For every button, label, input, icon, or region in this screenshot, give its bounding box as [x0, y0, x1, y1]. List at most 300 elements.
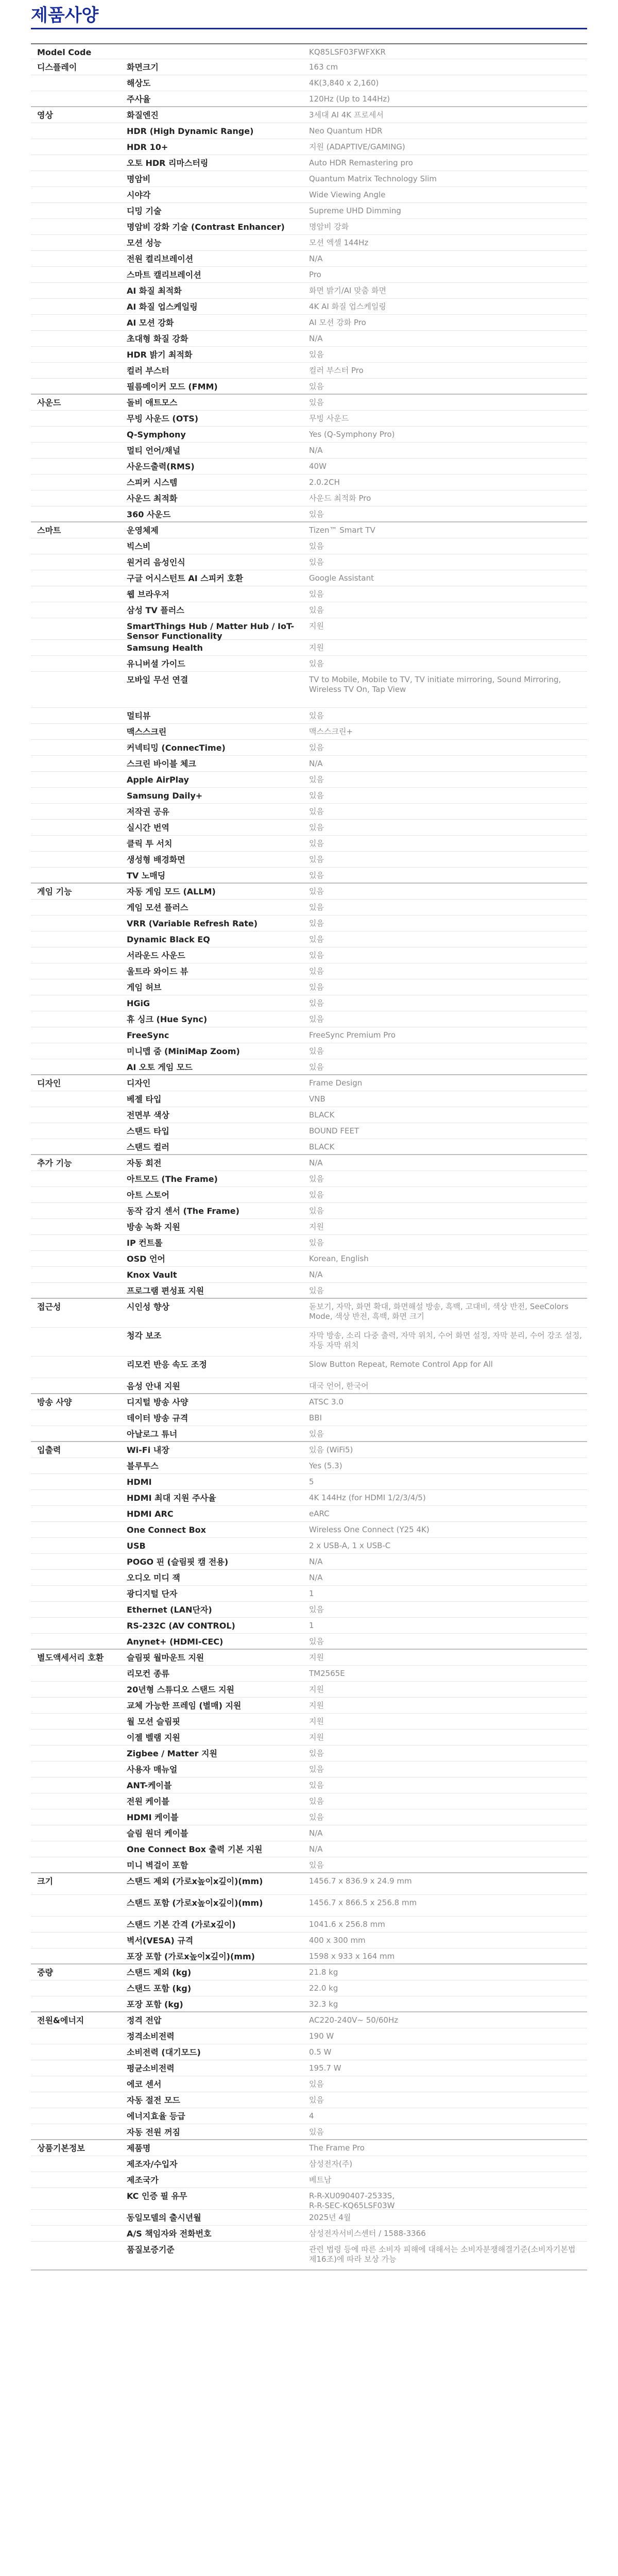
- spec-row: [31, 1602, 587, 1618]
- spec-row: [31, 1698, 587, 1714]
- spec-category: [31, 995, 127, 1011]
- spec-value: 있음: [309, 1637, 324, 1646]
- spec-label: 교체 가능한 프레임 (별매) 지원: [127, 1701, 242, 1710]
- spec-label: 모바일 무선 연결: [127, 675, 188, 685]
- spec-category: [31, 299, 127, 314]
- spec-label: 슬림 원더 케이블: [127, 1828, 188, 1838]
- spec-category: [31, 123, 127, 139]
- spec-value: Supreme UHD Dimming: [309, 206, 401, 215]
- spec-row: [31, 2172, 587, 2188]
- spec-category: [31, 2242, 127, 2269]
- spec-row: [31, 522, 587, 538]
- spec-label: 커넥티밍 (ConnecTime): [127, 743, 226, 753]
- spec-value: 있음: [309, 1014, 324, 1024]
- spec-category: [31, 347, 127, 362]
- spec-value: 1: [309, 1589, 314, 1598]
- spec-row: [31, 1235, 587, 1251]
- spec-category: 전원&에너지: [37, 2015, 84, 2025]
- spec-label: 포장 포함 (kg): [127, 1999, 183, 2009]
- spec-header-row: [31, 43, 587, 59]
- spec-row: [31, 2226, 587, 2242]
- spec-row: [31, 59, 587, 75]
- spec-category: [31, 235, 127, 250]
- spec-category: [31, 1948, 127, 1963]
- spec-label: 아날로그 튜너: [127, 1429, 178, 1439]
- spec-category: [31, 459, 127, 474]
- spec-category: [31, 1474, 127, 1489]
- spec-category: [31, 1634, 127, 1649]
- spec-category: [31, 1410, 127, 1426]
- spec-value: 맥스스크린+: [309, 727, 353, 736]
- spec-row: [31, 1682, 587, 1698]
- spec-value: 있음: [309, 2095, 324, 2105]
- spec-row: [31, 2044, 587, 2060]
- spec-label: 시야각: [127, 190, 151, 200]
- spec-value: 있음: [309, 1812, 324, 1822]
- spec-row: [31, 1996, 587, 2012]
- spec-label: 게임 허브: [127, 982, 162, 992]
- spec-value: 있음: [309, 807, 324, 816]
- spec-label: 포장 포함 (가로x높이x깊이)(mm): [127, 1952, 255, 1961]
- spec-category: 상품기본정보: [37, 2143, 85, 2153]
- spec-category: 중량: [37, 1968, 53, 1977]
- spec-row: [31, 852, 587, 868]
- spec-value: 있음: [309, 1765, 324, 1774]
- spec-category: [31, 1091, 127, 1107]
- spec-row: [31, 1933, 587, 1948]
- spec-label: 리모컨 종류: [127, 1669, 169, 1679]
- spec-label: 사운드출력(RMS): [127, 462, 195, 471]
- spec-label: 스크린 바이블 체크: [127, 759, 196, 769]
- spec-row: [31, 1857, 587, 1873]
- spec-category: 스마트: [37, 526, 61, 535]
- spec-row: [31, 884, 587, 900]
- spec-label: FreeSync: [127, 1030, 169, 1040]
- spec-row: [31, 724, 587, 740]
- spec-value: 있음: [309, 982, 324, 992]
- spec-value: 있음: [309, 557, 324, 567]
- spec-category: 추가 기능: [37, 1158, 72, 1168]
- spec-row: [31, 2108, 587, 2124]
- spec-label: 스탠드 타입: [127, 1126, 169, 1136]
- spec-label: 자동 게임 모드 (ALLM): [127, 887, 216, 896]
- spec-label: 미니 벽걸이 포함: [127, 1860, 188, 1870]
- spec-label: Knox Vault: [127, 1270, 177, 1280]
- spec-category: [31, 139, 127, 155]
- spec-row: [31, 91, 587, 107]
- spec-value: 있음: [309, 350, 324, 359]
- spec-value: 베트남: [309, 2175, 332, 2184]
- spec-value: 있음: [309, 903, 324, 912]
- spec-label: 구글 어시스턴트 AI 스피커 호환: [127, 573, 244, 583]
- spec-label: AI 화질 업스케일링: [127, 302, 198, 312]
- spec-label: 20년형 스튜디오 스탠드 지원: [127, 1685, 234, 1694]
- spec-row: [31, 788, 587, 804]
- spec-value: 지원: [309, 1685, 324, 1694]
- spec-value: 4K(3,840 x 2,160): [309, 78, 379, 88]
- spec-row: [31, 1123, 587, 1139]
- spec-label: 방송 녹화 지원: [127, 1222, 180, 1232]
- spec-category: [31, 2210, 127, 2225]
- spec-value: 있음: [309, 935, 324, 944]
- spec-row: [31, 1219, 587, 1235]
- spec-row: [31, 1895, 587, 1917]
- spec-row: [31, 1458, 587, 1474]
- spec-label: 멀티뷰: [127, 711, 151, 721]
- spec-label: HDR 밝기 최적화: [127, 350, 193, 360]
- spec-category: [31, 1666, 127, 1681]
- spec-value: N/A: [309, 759, 323, 768]
- spec-value: 있음: [309, 855, 324, 864]
- spec-value: 명암비 강화: [309, 222, 349, 231]
- spec-category: [31, 1602, 127, 1617]
- spec-label: 원거리 음성인식: [127, 557, 185, 567]
- spec-value: 있음: [309, 839, 324, 848]
- spec-row: [31, 1666, 587, 1682]
- spec-category: [31, 1059, 127, 1074]
- spec-category: [31, 187, 127, 202]
- spec-category: 별도액세서리 호환: [37, 1653, 104, 1663]
- spec-label: Wi-Fi 내장: [127, 1445, 169, 1455]
- spec-value: 있음: [309, 951, 324, 960]
- spec-value: 삼성전자서비스센터 / 1588-3366: [309, 2229, 426, 2238]
- spec-label: 블루투스: [127, 1461, 159, 1471]
- spec-value: Frame Design: [309, 1078, 363, 1088]
- spec-label: One Connect Box: [127, 1525, 206, 1535]
- spec-label: 360 사운드: [127, 510, 171, 519]
- spec-label: 스피커 시스템: [127, 478, 178, 487]
- spec-value: 있음: [309, 2127, 324, 2137]
- spec-category: [31, 1917, 127, 1932]
- spec-row: [31, 187, 587, 203]
- spec-value: 있음: [309, 1286, 324, 1295]
- spec-category: [31, 363, 127, 378]
- spec-row: [31, 1917, 587, 1933]
- spec-category: [31, 1698, 127, 1713]
- spec-category: [31, 1328, 127, 1356]
- spec-category: [31, 602, 127, 618]
- spec-row: [31, 931, 587, 947]
- spec-label: 사운드 최적화: [127, 494, 178, 503]
- spec-label: 화질엔진: [127, 110, 159, 120]
- spec-row: [31, 995, 587, 1011]
- spec-value: 있음: [309, 823, 324, 832]
- spec-category: [31, 91, 127, 106]
- model-code-value: KQ85LSF03FWFXKR: [309, 47, 386, 57]
- spec-label: 아트모드 (The Frame): [127, 1174, 218, 1184]
- spec-value: 관련 법령 등에 따른 소비자 피해에 대해서는 소비자분쟁해결기준(소비자기본법 제16조)에 따라 보상 가능: [309, 2245, 576, 2264]
- spec-row: [31, 2156, 587, 2172]
- spec-value: R-R-XU090407-2533S, R-R-SEC-KQ65LSF03W: [309, 2191, 395, 2210]
- spec-label: 오토 HDR 리마스터링: [127, 158, 209, 168]
- spec-row: [31, 1394, 587, 1410]
- spec-row: [31, 1650, 587, 1666]
- spec-row: [31, 1714, 587, 1730]
- spec-row: [31, 868, 587, 884]
- spec-category: [31, 490, 127, 506]
- spec-row: [31, 1187, 587, 1203]
- spec-value: TV to Mobile, Mobile to TV, TV initiate mirroring, Sound Mirroring, Wireless TV On, Tap View: [309, 675, 561, 694]
- spec-row: [31, 1980, 587, 1996]
- spec-label: 휴 싱크 (Hue Sync): [127, 1014, 208, 1024]
- spec-value: N/A: [309, 1573, 323, 1582]
- spec-value: 있음: [309, 998, 324, 1008]
- spec-category: [31, 708, 127, 723]
- spec-row: [31, 139, 587, 155]
- spec-value: 195.7 W: [309, 2063, 341, 2073]
- spec-category: [31, 1426, 127, 1441]
- spec-row: [31, 2028, 587, 2044]
- spec-label: 제품명: [127, 2143, 151, 2153]
- spec-label: 데이터 방송 규격: [127, 1413, 188, 1423]
- spec-value: 지원: [309, 621, 324, 631]
- spec-label: 스탠드 포함 (가로x높이x깊이)(mm): [127, 1898, 263, 1908]
- spec-row: [31, 947, 587, 963]
- spec-row: [31, 1586, 587, 1602]
- spec-value: Wireless One Connect (Y25 4K): [309, 1525, 430, 1534]
- spec-row: [31, 672, 587, 708]
- spec-category: [31, 427, 127, 442]
- spec-value: 있음: [309, 2079, 324, 2089]
- spec-label: 아트 스토어: [127, 1190, 169, 1200]
- spec-label: 평균소비전력: [127, 2063, 175, 2073]
- spec-category: [31, 1522, 127, 1537]
- spec-category: [31, 1107, 127, 1123]
- spec-label: SmartThings Hub / Matter Hub / IoT-Sensor Functionality: [127, 621, 295, 641]
- spec-row: [31, 1506, 587, 1522]
- spec-value: Tizen™ Smart TV: [309, 526, 375, 535]
- spec-label: VRR (Variable Refresh Rate): [127, 919, 258, 928]
- spec-label: 스탠드 기본 간격 (가로x깊이): [127, 1920, 236, 1929]
- spec-value: FreeSync Premium Pro: [309, 1030, 396, 1040]
- spec-category: [31, 1809, 127, 1825]
- spec-label: A/S 책임자와 전화번호: [127, 2229, 212, 2239]
- spec-row: [31, 1357, 587, 1378]
- spec-label: 벽서(VESA) 규격: [127, 1936, 194, 1945]
- spec-category: [31, 1980, 127, 1996]
- spec-row: [31, 1203, 587, 1219]
- spec-row: [31, 1107, 587, 1123]
- model-code-label: Model Code: [37, 47, 92, 57]
- spec-category: [31, 756, 127, 771]
- spec-label: 무빙 사운드 (OTS): [127, 414, 199, 423]
- spec-label: 프로그램 편성표 지원: [127, 1286, 204, 1296]
- spec-value: N/A: [309, 1270, 323, 1279]
- spec-row: [31, 506, 587, 522]
- spec-category: 방송 사양: [37, 1397, 72, 1407]
- spec-value: BOUND FEET: [309, 1126, 359, 1136]
- spec-label: 울트라 와이드 뷰: [127, 967, 188, 976]
- spec-value: 있음: [309, 711, 324, 720]
- spec-row: [31, 1283, 587, 1299]
- spec-category: [31, 331, 127, 346]
- spec-value: 있음: [309, 1749, 324, 1758]
- spec-category: 크기: [37, 1876, 53, 1886]
- spec-label: KC 인증 필 유무: [127, 2191, 187, 2201]
- spec-label: 빅스비: [127, 541, 151, 551]
- spec-row: [31, 1793, 587, 1809]
- spec-value: 있음: [309, 1046, 324, 1056]
- spec-row: [31, 1825, 587, 1841]
- spec-row: [31, 123, 587, 139]
- spec-row: [31, 1410, 587, 1426]
- spec-value: 화면 밝기/AI 맞춤 화면: [309, 286, 386, 295]
- spec-row: [31, 1873, 587, 1895]
- spec-value: 있음: [309, 791, 324, 800]
- spec-row: [31, 1634, 587, 1650]
- spec-category: [31, 1011, 127, 1027]
- spec-category: [31, 1506, 127, 1521]
- spec-row: [31, 804, 587, 820]
- spec-value: 있음: [309, 919, 324, 928]
- spec-label: 스탠드 제외 (가로x높이x깊이)(mm): [127, 1876, 263, 1886]
- spec-category: 영상: [37, 110, 53, 120]
- spec-label: 베젤 타입: [127, 1094, 162, 1104]
- spec-value: AI 모션 강화 Pro: [309, 318, 366, 327]
- spec-category: [31, 1458, 127, 1473]
- spec-label: 품질보증기준: [127, 2245, 175, 2255]
- spec-value: 삼성전자(주): [309, 2159, 353, 2168]
- spec-label: 에너지효율 등급: [127, 2111, 185, 2121]
- spec-category: [31, 1933, 127, 1948]
- spec-label: 웹 브라우저: [127, 589, 169, 599]
- spec-row: [31, 618, 587, 640]
- spec-value: 지원: [309, 1733, 324, 1742]
- spec-label: 광디지털 단자: [127, 1589, 178, 1599]
- spec-row: [31, 1761, 587, 1777]
- spec-value: 사운드 최적화 Pro: [309, 494, 371, 503]
- spec-row: [31, 347, 587, 363]
- spec-label: 저작권 공유: [127, 807, 169, 817]
- spec-row: [31, 1091, 587, 1107]
- spec-row: [31, 2210, 587, 2226]
- spec-label: 동일모델의 출시년월: [127, 2213, 201, 2223]
- spec-row: [31, 1059, 587, 1075]
- spec-value: 지원: [309, 1653, 324, 1662]
- spec-label: 자동 절전 모드: [127, 2095, 180, 2105]
- spec-row: [31, 235, 587, 251]
- spec-value: 컬러 부스터 Pro: [309, 366, 364, 375]
- spec-value: 있음: [309, 1238, 324, 1247]
- spec-row: [31, 538, 587, 554]
- spec-category: [31, 1730, 127, 1745]
- spec-category: [31, 1745, 127, 1761]
- spec-category: [31, 1841, 127, 1857]
- spec-value: 있음: [309, 1190, 324, 1199]
- spec-label: 돌비 애트모스: [127, 398, 178, 408]
- spec-value: 자막 방송, 소리 다중 출력, 자막 위치, 수어 화면 설정, 자막 분리, 수어 강조 설정, 자동 자막 위치: [309, 1331, 582, 1350]
- spec-category: [31, 1554, 127, 1569]
- spec-category: [31, 1570, 127, 1585]
- spec-label: 디자인: [127, 1078, 151, 1088]
- spec-label: HDMI 케이블: [127, 1812, 179, 1822]
- spec-category: [31, 554, 127, 570]
- spec-category: [31, 586, 127, 602]
- spec-label: 실시간 번역: [127, 823, 169, 833]
- spec-category: [31, 931, 127, 947]
- spec-row: [31, 1490, 587, 1506]
- spec-row: [31, 363, 587, 379]
- spec-label: 스탠드 제외 (kg): [127, 1968, 192, 1977]
- spec-row: [31, 963, 587, 979]
- spec-value: VNB: [309, 1094, 325, 1104]
- spec-value: 4K 144Hz (for HDMI 1/2/3/4/5): [309, 1493, 426, 1502]
- spec-row: [31, 1442, 587, 1458]
- spec-value: 모션 엑셀 144Hz: [309, 238, 369, 247]
- spec-value: BLACK: [309, 1142, 335, 1151]
- spec-row: [31, 315, 587, 331]
- spec-value: 있음: [309, 1797, 324, 1806]
- spec-label: 생성형 배경화면: [127, 855, 185, 865]
- spec-value: 있음: [309, 887, 324, 896]
- spec-value: 400 x 300 mm: [309, 1936, 366, 1945]
- spec-label: 스탠드 컬러: [127, 1142, 169, 1152]
- spec-row: [31, 443, 587, 459]
- spec-value: Auto HDR Remastering pro: [309, 158, 413, 167]
- spec-row: [31, 1328, 587, 1357]
- spec-label: 자동 전원 꺼짐: [127, 2127, 180, 2137]
- spec-label: 음성 안내 지원: [127, 1381, 180, 1391]
- spec-row: [31, 1618, 587, 1634]
- spec-row: [31, 1011, 587, 1027]
- spec-value: N/A: [309, 254, 323, 263]
- spec-row: [31, 1378, 587, 1394]
- spec-table: [31, 43, 587, 2270]
- spec-label: 전원 케이블: [127, 1797, 169, 1806]
- spec-value: 있음: [309, 743, 324, 752]
- spec-category: [31, 836, 127, 851]
- spec-label: 초대형 화질 강화: [127, 334, 188, 344]
- spec-label: Apple AirPlay: [127, 775, 189, 785]
- spec-value: 163 cm: [309, 62, 338, 72]
- spec-label: OSD 언어: [127, 1254, 165, 1264]
- spec-category: [31, 411, 127, 426]
- spec-row: [31, 586, 587, 602]
- spec-label: AI 오토 게임 모드: [127, 1062, 193, 1072]
- spec-row: [31, 411, 587, 427]
- spec-label: Zigbee / Matter 지원: [127, 1749, 217, 1758]
- spec-category: [31, 852, 127, 867]
- spec-category: [31, 740, 127, 755]
- spec-label: 슬림핏 월마운트 지원: [127, 1653, 204, 1663]
- spec-row: [31, 1043, 587, 1059]
- spec-category: [31, 1857, 127, 1872]
- spec-category: [31, 656, 127, 671]
- spec-label: Ethernet (LAN단자): [127, 1605, 212, 1615]
- spec-value: 1598 x 933 x 164 mm: [309, 1952, 395, 1961]
- spec-row: [31, 1299, 587, 1328]
- spec-value: N/A: [309, 334, 323, 343]
- spec-row: [31, 299, 587, 315]
- spec-row: [31, 251, 587, 267]
- page-title: 제품사양: [31, 5, 99, 26]
- spec-label: 미니맵 줌 (MiniMap Zoom): [127, 1046, 240, 1056]
- spec-label: 청각 보조: [127, 1331, 162, 1341]
- spec-value: 무빙 사운드: [309, 414, 349, 423]
- spec-value: 1456.7 x 866.5 x 256.8 mm: [309, 1898, 417, 1907]
- spec-label: 사용자 매뉴얼: [127, 1765, 178, 1774]
- spec-category: [31, 724, 127, 739]
- spec-category: [31, 2226, 127, 2241]
- spec-value: 지원: [309, 1222, 324, 1231]
- spec-category: [31, 1793, 127, 1809]
- spec-value: 있음: [309, 541, 324, 551]
- spec-row: [31, 1777, 587, 1793]
- spec-row: [31, 2124, 587, 2140]
- spec-row: [31, 283, 587, 299]
- spec-category: [31, 820, 127, 835]
- spec-label: Samsung Health: [127, 643, 203, 653]
